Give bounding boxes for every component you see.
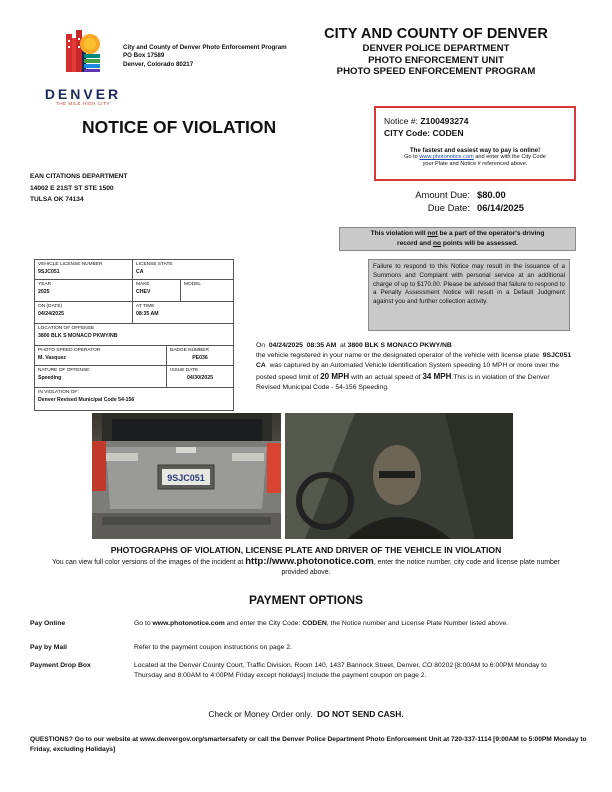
pay-pre: Go to — [404, 154, 418, 160]
nature-value: Speeding — [38, 375, 62, 381]
issue-date-label: ISSUE DATE — [170, 368, 199, 373]
violation-label: IN VIOLATION OF: — [38, 390, 79, 395]
sender-line: City and County of Denver Photo Enforcement Program — [123, 44, 287, 51]
check-or-money-order — [0, 709, 612, 719]
questions-contact: QUESTIONS? Go to our website at www.denvergov.org/smartersafety or call the Denver Police Department Photo Enforcement Unit at 720-337-1114 [9:00AM to 5:00PM Monday to Friday, excluding Holidays] — [30, 736, 587, 753]
nature-label: NATURE OF OFFENSE: — [38, 368, 91, 373]
denver-logo — [60, 28, 104, 78]
driving-record-disclaimer — [339, 227, 576, 251]
pay-online-code: CODEN — [302, 620, 327, 627]
pay-online-label: Pay Online — [30, 620, 66, 627]
operator-label: PHOTO SPEED OPERATOR — [38, 348, 101, 353]
narrative-date: 04/24/2025 — [268, 342, 303, 349]
disclaimer-text: points will be assessed. — [441, 240, 518, 247]
pay-online-row — [30, 619, 570, 629]
year-cell — [35, 280, 133, 302]
notice-number-row — [384, 115, 566, 127]
disclaimer-text: be a part of the operator's driving — [437, 230, 545, 237]
make-value: CHEV — [136, 289, 151, 295]
pay-online-post: , the Notice number and License Plate Number listed above. — [326, 620, 509, 627]
driver-image — [285, 413, 513, 539]
driver-photo — [285, 413, 513, 539]
narrative-text: with an actual speed of — [351, 373, 421, 381]
make-label: MAKE — [136, 282, 150, 287]
photo-plate-text: 9SJC051 — [167, 473, 205, 483]
page-title: NOTICE OF VIOLATION — [82, 117, 277, 137]
actual-speed: 34 MPH — [422, 371, 452, 381]
pay-online-heading: The fastest and easiest way to pay is online! — [409, 147, 541, 154]
vehicle-info-table — [34, 259, 234, 411]
agency-program: PHOTO SPEED ENFORCEMENT PROGRAM — [336, 66, 536, 77]
disclaimer-text: record and — [397, 240, 433, 247]
photo-caption: PHOTOGRAPHS OF VIOLATION, LICENSE PLATE AND DRIVER OF THE VEHICLE IN VIOLATION — [110, 545, 502, 555]
agency-unit: PHOTO ENFORCEMENT UNIT — [368, 54, 504, 66]
pay-post: and enter with the City Code — [475, 154, 546, 160]
photo-note — [40, 557, 572, 578]
logo-tagline: THE MILE HIGH CITY — [56, 101, 110, 106]
narrative-text: On — [256, 342, 266, 349]
state-cell — [133, 260, 233, 280]
pay-online-text — [134, 619, 570, 629]
narrative-text: was captured by an Automated Vehicle Identification System speeding 10 MPH or more over the posted speed limit of — [256, 362, 560, 381]
operator-cell — [35, 346, 167, 366]
narrative-text: at — [340, 342, 346, 349]
violation-cell — [35, 388, 233, 410]
badge-cell — [167, 346, 233, 366]
photo-note-text: You can view full color versions of the images of the incident at — [52, 559, 244, 566]
issue-date-cell — [167, 366, 233, 388]
recipient-line: 14002 E 21ST ST STE 1500 — [30, 184, 114, 192]
drop-box-text: Located at the Denver County Court, Traffic Division, Room 140, 1437 Bannock Street, Denver, CO 80202 [8:00AM to 6:00PM Monday to Thursday and 8:00AM to 4:00PM Friday except holidays] Include the payment coupon on page 2. — [134, 662, 547, 680]
violation-narrative — [256, 341, 576, 393]
make-cell — [133, 280, 181, 302]
payment-drop-box-row — [30, 661, 570, 681]
state-label: LICENSE STATE — [136, 262, 173, 267]
narrative-state: CA — [256, 362, 266, 370]
sender-line: PO Box 17589 — [123, 52, 165, 60]
city-code-row — [384, 127, 566, 139]
agency-header — [320, 26, 552, 78]
pay-online-site[interactable]: www.photonotice.com — [152, 620, 225, 627]
disclaimer-not: not — [427, 230, 438, 237]
amount-label: Amount Due: — [415, 189, 470, 200]
narrative-location: 3800 BLK S MONACO PKWY/NB — [347, 342, 452, 349]
plate-cell — [35, 260, 133, 280]
narrative-plate: 9SJC051 — [542, 352, 572, 360]
recipient-address — [30, 171, 127, 206]
narrative-text: .This is in violation of the Denver Revised Municipal Code - 54-156 Speeding. — [256, 373, 550, 391]
badge-value: PE036 — [192, 355, 208, 361]
amount-due-block — [404, 188, 524, 214]
date-value: 04/24/2025 — [38, 311, 64, 317]
failure-to-respond-warning: Failure to respond to this Notice may result in the issuance of a Summons and Complaint with personal service at an additional charge of up to $170.00. Please be advised that failure to respond to a Penalty Assessment Notice will result in a Default Judgment against you and further collection activity. — [368, 259, 570, 331]
notice-number-label: Notice #: — [384, 116, 418, 126]
plate-value: 9SJC051 — [38, 269, 60, 275]
due-date-label: Due Date: — [427, 202, 470, 213]
sender-address — [123, 44, 287, 69]
time-value: 08:35 AM — [136, 311, 159, 317]
model-label: MODEL — [184, 282, 202, 287]
recipient-line: EAN CITATIONS DEPARTMENT — [30, 173, 128, 180]
due-date-value: 06/14/2025 — [477, 202, 524, 213]
logo-wordmark: DENVER — [44, 86, 122, 102]
operator-value: M. Vasquez — [38, 355, 66, 361]
payment-options-title: PAYMENT OPTIONS — [248, 593, 364, 607]
nature-cell — [35, 366, 167, 388]
agency-department: DENVER POLICE DEPARTMENT — [362, 43, 510, 54]
narrative-text: the vehicle registered in your name or the designated operator of the vehicle with license plate — [256, 352, 539, 360]
pay-by-mail-label: Pay by Mail — [30, 644, 68, 651]
photonotice-site[interactable]: http://www.photonotice.com — [245, 556, 374, 567]
posted-speed-limit: 20 MPH — [320, 371, 350, 381]
location-cell — [35, 324, 233, 346]
pay-by-mail-text: Refer to the payment coupon instructions on page 2. — [134, 644, 292, 651]
amount-value: $80.00 — [477, 189, 506, 200]
no-cash-warning: DO NOT SEND CASH. — [317, 709, 404, 719]
license-plate-photo — [92, 413, 281, 539]
location-value: 3800 BLK S MONACO PKWY/NB — [38, 333, 118, 339]
disclaimer-no: no — [432, 240, 441, 247]
sender-line: Denver, Colorado 80217 — [123, 60, 194, 68]
pay-line2: your Plate and Notice # referenced above. — [422, 161, 528, 167]
pay-by-mail-row — [30, 643, 570, 653]
plate-label: VEHICLE LICENSE NUMBER — [38, 262, 103, 267]
violation-value: Denver Revised Municipal Code 54-156 — [38, 397, 135, 403]
vehicle-rear-image — [92, 413, 281, 539]
year-label: YEAR — [38, 282, 52, 287]
due-date-row — [404, 201, 524, 214]
check-text: Check or Money Order only. — [208, 709, 313, 719]
notice-box — [374, 106, 576, 181]
date-label: ON (DATE) — [38, 304, 63, 309]
location-label: LOCATION OF OFFENSE — [38, 326, 95, 331]
time-cell — [133, 302, 233, 324]
photo-note-text: , enter the notice number, city code and license plate number provided above. — [281, 559, 560, 576]
recipient-line: TULSA OK 74134 — [30, 196, 84, 203]
photonotice-link[interactable]: www.photonotice.com — [419, 154, 474, 160]
disclaimer-text: This violation will — [370, 230, 428, 237]
city-code: CODEN — [432, 128, 464, 138]
date-cell — [35, 302, 133, 324]
year-value: 2025 — [38, 289, 50, 295]
city-code-label: CITY Code: — [384, 128, 431, 138]
state-value: CA — [136, 269, 144, 275]
pay-online-instructions — [384, 154, 566, 168]
pay-online-pre: Go to — [134, 620, 151, 627]
badge-label: BADGE NUMBER — [170, 348, 209, 353]
drop-box-label: Payment Drop Box — [30, 662, 91, 669]
agency-city: CITY AND COUNTY OF DENVER — [324, 26, 548, 42]
pay-online-mid: and enter the City Code: — [226, 620, 301, 627]
amount-row — [404, 188, 524, 201]
narrative-time: 08:35 AM — [306, 342, 337, 349]
issue-date-value: 04/30/2025 — [187, 375, 213, 381]
time-label: AT TIME — [136, 304, 155, 309]
notice-number: Z100493274 — [420, 116, 469, 126]
model-cell — [181, 280, 233, 302]
